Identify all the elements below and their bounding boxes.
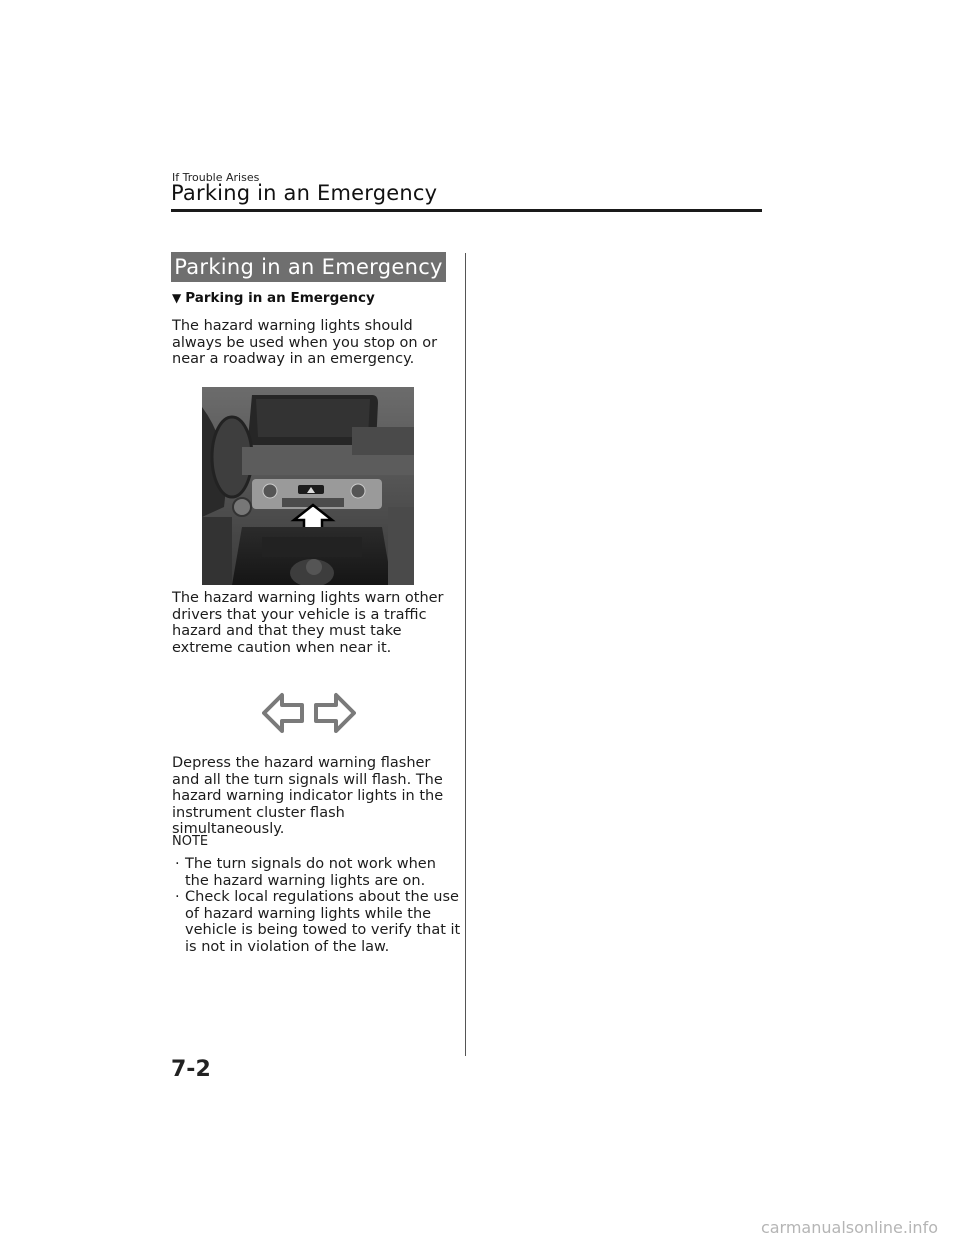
hazard-indicator-icons bbox=[262, 690, 356, 736]
note-list bbox=[172, 856, 462, 955]
watermark: carmanualsonline.info bbox=[760, 1218, 938, 1237]
intro-paragraph: The hazard warning lights should always be used when you stop on or near a roadway in an emergency. bbox=[172, 318, 438, 367]
subheading bbox=[172, 290, 375, 306]
list-item bbox=[172, 856, 462, 889]
bullet: · bbox=[175, 856, 180, 872]
turn-right-arrow-icon bbox=[316, 695, 354, 731]
note-item-text: Check local regulations about the use of hazard warning lights while the vehicle is being towed to verify that it is not in violation of the law. bbox=[185, 889, 461, 955]
list-item bbox=[172, 889, 462, 955]
warning-paragraph: The hazard warning lights warn other drivers that your vehicle is a traffic hazard and that they must take extreme caution when near it. bbox=[172, 590, 444, 656]
note-label: NOTE bbox=[172, 834, 209, 849]
page-header-title: Parking in an Emergency bbox=[171, 181, 438, 205]
note-item-text: The turn signals do not work when the hazard warning lights are on. bbox=[185, 856, 436, 889]
header-rule bbox=[171, 209, 762, 212]
triangle-marker-icon: ▼ bbox=[172, 291, 182, 305]
bullet: · bbox=[175, 889, 180, 905]
page-number: 7-2 bbox=[171, 1057, 211, 1082]
subheading-text: Parking in an Emergency bbox=[185, 290, 375, 306]
section-label: If Trouble Arises bbox=[172, 171, 260, 184]
turn-left-arrow-icon bbox=[264, 695, 302, 731]
column-divider bbox=[465, 253, 466, 1056]
hazard-switch-photo bbox=[202, 387, 414, 585]
depress-paragraph: Depress the hazard warning flasher and all the turn signals will flash. The hazard warning indicator lights in the instrument cluster flash simultaneously. bbox=[172, 755, 444, 837]
section-banner: Parking in an Emergency bbox=[171, 252, 446, 282]
